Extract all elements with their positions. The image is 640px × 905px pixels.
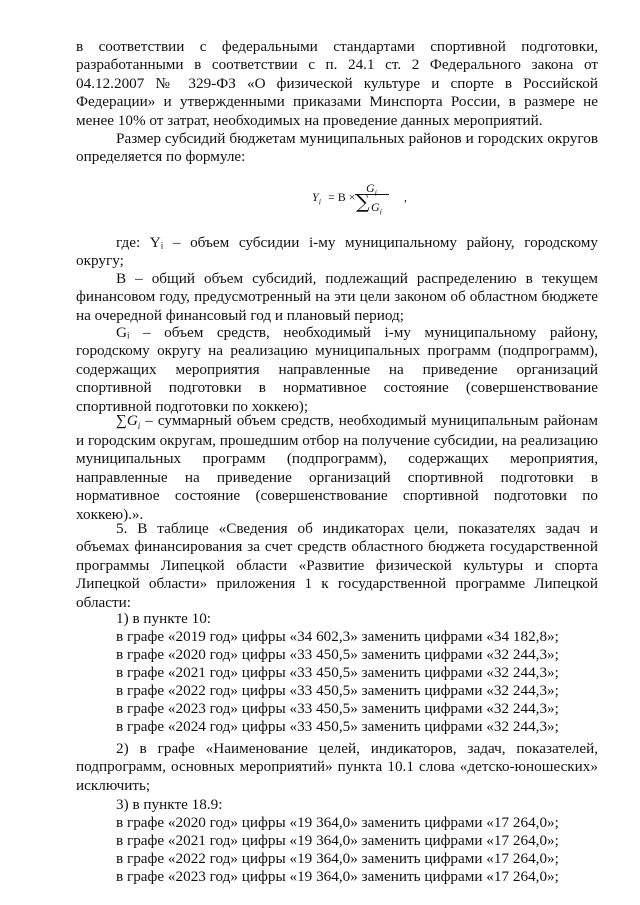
text-line: программы Липецкой области «Развитие физической культуры и спорта	[76, 556, 598, 574]
sum-symbol: ∑	[356, 191, 370, 213]
replacement-line: в графе «2023 год» цифры «33 450,5» заменить цифрами «32 244,3»;	[116, 700, 559, 717]
replacement-line: в графе «2024 год» цифры «33 450,5» заменить цифрами «32 244,3»;	[116, 718, 559, 735]
definition-sum	[76, 432, 598, 524]
formula-comma: ,	[404, 190, 407, 204]
text-line: Gᵢ – объем средств, необходимый i-му муниципальному району,	[116, 324, 598, 341]
item-5-paragraph	[76, 520, 598, 612]
text-line: объемах финансирования за счет средств областного бюджета государственной	[76, 538, 598, 556]
replacement-line: в графе «2020 год» цифры «19 364,0» заменить цифрами «17 264,0»;	[116, 814, 559, 831]
subitem-2-paragraph	[76, 740, 598, 795]
replacement-line: в графе «2022 год» цифры «19 364,0» заменить цифрами «17 264,0»;	[116, 850, 559, 867]
subsidy-formula	[312, 176, 422, 216]
replacement-line: в графе «2023 год» цифры «19 364,0» заменить цифрами «17 264,0»;	[116, 868, 559, 885]
definition-y	[76, 234, 598, 271]
replacement-line: в графе «2019 год» цифры «34 602,3» заменить цифрами «34 182,8»;	[116, 628, 559, 645]
replacement-line: в графе «2022 год» цифры «33 450,5» заменить цифрами «32 244,3»;	[116, 682, 559, 699]
formula-numerator: $G_i$	[366, 181, 377, 198]
text-line: Размер субсидий бюджетам муниципальных районов и городских округов	[116, 130, 598, 147]
text-line: области:	[76, 593, 131, 611]
text-line: В – общий объем субсидий, подлежащий распределению в текущем	[116, 270, 598, 287]
inline-sum-symbol: $\sum G_i$	[116, 412, 141, 432]
subitem-3-title: 3) в пункте 18.9:	[116, 796, 223, 813]
text-line: определяется по формуле:	[76, 148, 246, 166]
text-line: муниципальных программ (подпрограмм), содержащих мероприятия,	[76, 450, 598, 468]
formula-equals: = B ×	[328, 190, 356, 204]
text-line: 04.12.2007 № 329-ФЗ «О физической культуре и спорте в Российской	[76, 74, 598, 92]
replacement-line: в графе «2021 год» цифры «19 364,0» заменить цифрами «17 264,0»;	[116, 832, 559, 849]
formula-denominator: $G_i$	[371, 200, 382, 217]
definition-b	[76, 270, 598, 325]
formula-lhs: $Y_i$	[312, 190, 321, 207]
formula-intro	[76, 130, 598, 167]
text-line: хоккею).».	[76, 505, 144, 523]
text-line: спортивной подготовки в нормативное состояние (совершенствование	[76, 379, 598, 397]
text-line: Липецкой области» приложения 1 к государственной программе Липецкой	[76, 575, 598, 593]
text-line: на очередной финансовый год и плановый период;	[76, 306, 404, 324]
text-line: Федерации» и утвержденными приказами Минспорта России, в размере не	[76, 93, 598, 111]
text-line: где: Yᵢ – объем субсидии i-му муниципальному району, городскому	[116, 234, 598, 251]
text-line: содержащих мероприятия направленные на приведение организаций	[76, 360, 598, 378]
text-line: разработанными в соответствии с п. 24.1 ст. 2 Федерального закона от	[76, 56, 598, 74]
text-line: 2) в графе «Наименование целей, индикаторов, задач, показателей,	[116, 740, 598, 757]
text-line: 5. В таблице «Сведения об индикаторах цели, показателях задач и	[116, 520, 598, 537]
text-line: и городским округам, прошедшим отбор на получение субсидии, на реализацию	[76, 432, 598, 449]
text-line: финансовом году, предусмотренный на эти цели законом об областном бюджете	[76, 288, 598, 306]
replacement-line: в графе «2020 год» цифры «33 450,5» заменить цифрами «32 244,3»;	[116, 646, 559, 663]
text-line: подпрограмм, основных мероприятий» пункта 10.1 слова «детско-юношеских»	[76, 758, 598, 776]
text-line: направленные на приведение организаций спортивной подготовки в	[76, 468, 598, 486]
text-line: нормативное состояние (совершенствование спортивной подготовки по	[76, 487, 598, 505]
text-line: исключить;	[76, 776, 151, 794]
subitem-1-title: 1) в пункте 10:	[116, 610, 212, 627]
intro-paragraph	[76, 38, 598, 130]
text-line: – суммарный объем средств, необходимый муниципальным районам	[145, 412, 598, 429]
text-line: менее 10% от затрат, необходимых на проведение данных мероприятий.	[76, 111, 543, 129]
text-line: спортивной подготовки по хоккею);	[76, 397, 309, 415]
text-line: округу;	[76, 252, 124, 270]
replacement-line: в графе «2021 год» цифры «33 450,5» заменить цифрами «32 244,3»;	[116, 664, 559, 681]
definition-g	[76, 324, 598, 416]
text-line: в соответствии с федеральными стандартами спортивной подготовки,	[76, 38, 598, 55]
text-line: городскому округу на реализацию муниципальных программ (подпрограмм),	[76, 342, 598, 360]
